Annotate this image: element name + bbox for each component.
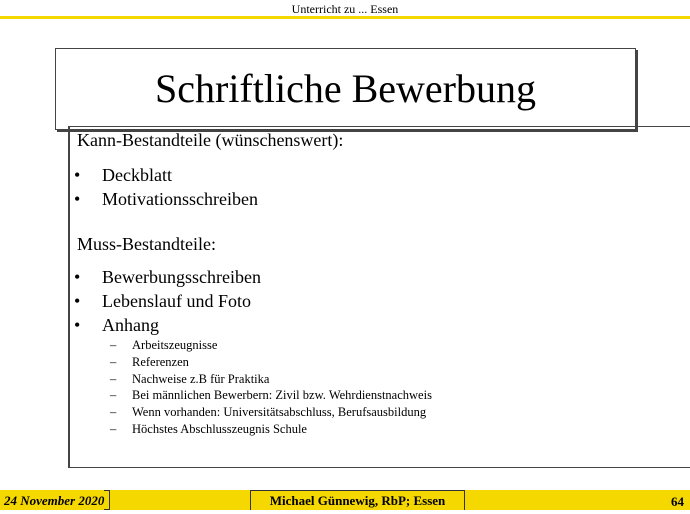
list-item: • Deckblatt (74, 165, 172, 185)
list-item: – Wenn vorhanden: Universitätsabschluss, Berufsausbildung (110, 405, 427, 420)
optional-list (72, 163, 258, 211)
dash-icon: – (110, 338, 117, 352)
bullet-icon: • (74, 291, 81, 311)
dash-icon: – (110, 405, 117, 420)
list-item: • Bewerbungsschreiben (74, 267, 261, 287)
list-item: – Arbeitszeugnisse (110, 338, 218, 352)
page-number: 64 (671, 494, 684, 509)
footer-author: Michael Günnewig, RbP; Essen (250, 490, 465, 510)
bullet-icon: • (74, 315, 81, 335)
attachment-list (110, 337, 432, 438)
required-list (72, 265, 261, 337)
list-item: – Höchstes Abschlusszeugnis Schule (110, 421, 307, 436)
required-heading: Muss-Bestandteile: (77, 234, 216, 254)
bullet-icon: • (74, 267, 81, 287)
footer-date: 24 November 2020 (0, 490, 104, 510)
list-item: • Lebenslauf und Foto (74, 291, 251, 311)
optional-heading: Kann-Bestandteile (wünschenswert): (77, 130, 344, 150)
list-item: – Bei männlichen Bewerbern: Zivil bzw. Wehrdienstnachweis (110, 388, 432, 403)
bullet-icon: • (74, 165, 81, 185)
dash-icon: – (110, 388, 117, 403)
list-item: – Nachweise z.B für Praktika (110, 371, 270, 386)
list-item: – Referenzen (110, 354, 189, 369)
dash-icon: – (110, 421, 117, 436)
slide-title: Schriftliche Bewerbung (55, 48, 636, 130)
content-box (69, 126, 690, 468)
bullet-icon: • (74, 189, 81, 209)
list-item: • Motivationsschreiben (74, 189, 258, 209)
list-item: • Anhang (74, 315, 159, 335)
dash-icon: – (110, 371, 117, 386)
dash-icon: – (110, 354, 117, 369)
header-title: Unterricht zu ... Essen (291, 2, 399, 16)
header-bar (0, 16, 690, 19)
